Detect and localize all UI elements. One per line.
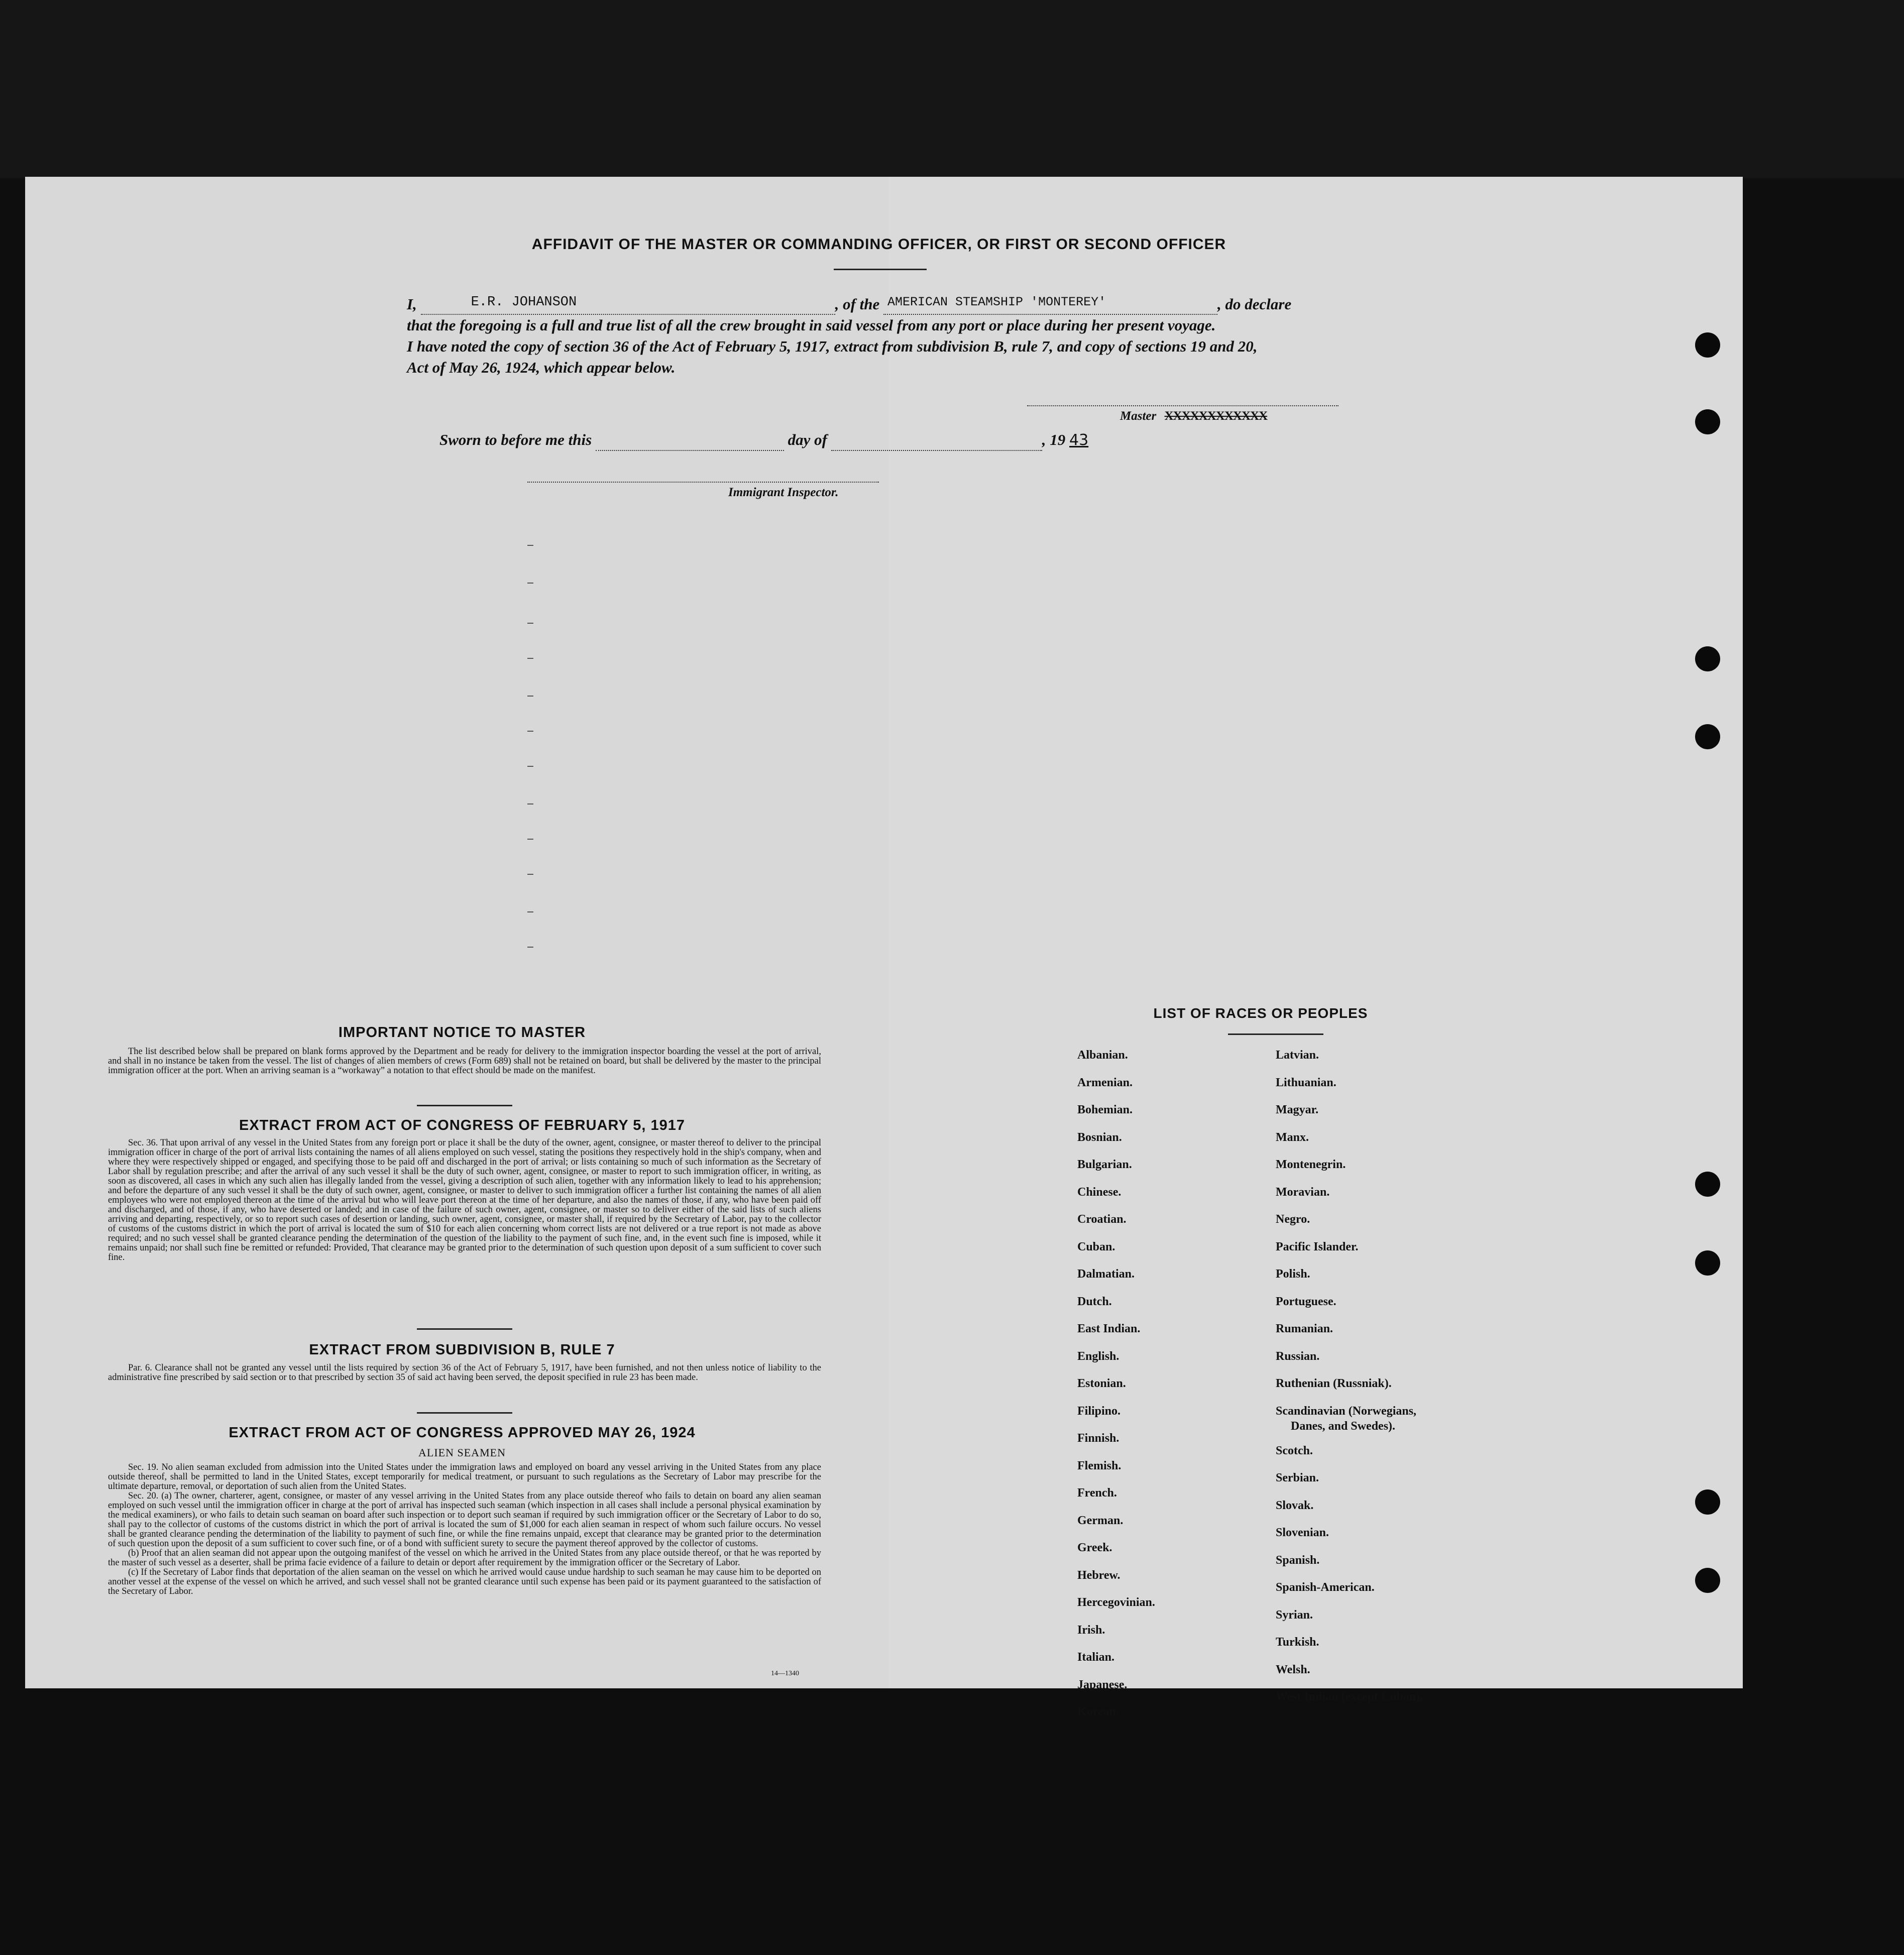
- margin-tick: [527, 947, 533, 948]
- race-item: Danes, and Swedes).: [1291, 1419, 1396, 1433]
- extract-1917-heading: EXTRACT FROM ACT OF CONGRESS OF FEBRUARY 5, 1917: [239, 1117, 686, 1133]
- races-heading-underline: [1228, 1033, 1323, 1035]
- race-item: Greek.: [1077, 1541, 1112, 1554]
- race-item: Chinese.: [1077, 1185, 1122, 1199]
- margin-tick: [527, 583, 533, 584]
- race-item: Syrian.: [1276, 1608, 1313, 1622]
- sec-20a-text: Sec. 20. (a) The owner, charterer, agent, consignee, or master of any vessel arriving in the United States from any place outside thereof who fails to detain on board any alien seaman employed on such vessel until the immigration officer in charge at the port of arrival has inspected such seaman (which inspection in all cases shall include a personal physical examination by the medical examiners), or who fails to detain such seaman on board after such inspection or to deport such seaman if required by such immigration officer or the Secretary of Labor to do so, shall pay to the collector of customs of the customs district in which the port of arrival is located the sum of $1,000 for each alien seaman in respect of whom such failure occurs. No vessel shall be granted clearance pending the determination of the liability to payment of such fine, or while the fine remains unpaid, except that clearance may be granted prior to the determination of such question upon the deposit of a sum sufficient to cover such fine, or of a bond with sufficient surety to secure the payment thereof approved by the collector of customs.: [108, 1491, 821, 1549]
- extract-1924-heading: EXTRACT FROM ACT OF CONGRESS APPROVED MAY 26, 1924: [229, 1425, 696, 1441]
- race-item: Magyar.: [1276, 1103, 1319, 1116]
- race-item: Latvian.: [1276, 1049, 1319, 1062]
- rule7-text: Par. 6. Clearance shall not be granted any vessel until the lists required by section 36 of the Act of February 5, 1917, have been furnished, and not then unless notice of liability to the administrative fine prescribed by said section or to that prescribed by section 35 of said act having been served, the deposit specified in rule 23 has been made.: [108, 1363, 821, 1383]
- race-item: Dalmatian.: [1077, 1268, 1135, 1281]
- race-item: Bulgarian.: [1077, 1158, 1132, 1171]
- master-signature-block: [1120, 406, 1267, 427]
- title-underline: [834, 269, 927, 270]
- document-sheet: [25, 177, 1743, 1688]
- race-item: Negro.: [1276, 1213, 1310, 1226]
- section-divider: [417, 1412, 512, 1414]
- race-item: Hebrew.: [1077, 1568, 1121, 1582]
- master-struck-text: XXXXXXXXXXXX: [1164, 409, 1268, 423]
- margin-tick: [527, 839, 533, 840]
- master-signature-line[interactable]: [1027, 399, 1338, 406]
- binder-hole: [1695, 1172, 1720, 1197]
- binder-hole: [1695, 1568, 1720, 1593]
- binder-hole: [1695, 409, 1720, 434]
- vessel-name-value: AMERICAN STEAMSHIP 'MONTEREY': [887, 295, 1106, 309]
- binder-hole: [1695, 1489, 1720, 1515]
- affidavit-title: AFFIDAVIT OF THE MASTER OR COMMANDING OFFICER, OR FIRST OR SECOND OFFICER: [531, 236, 1226, 253]
- race-item: Polish.: [1276, 1268, 1310, 1281]
- binder-hole: [1695, 1250, 1720, 1276]
- year-handwritten: 43: [1069, 431, 1089, 449]
- race-item: Bosnian.: [1077, 1130, 1122, 1144]
- form-number: 14—1340: [771, 1670, 799, 1677]
- race-item: Cuban.: [1077, 1240, 1115, 1253]
- margin-tick: [527, 696, 533, 697]
- race-item: Flemish.: [1077, 1459, 1122, 1472]
- inspector-signature-line[interactable]: [527, 475, 879, 483]
- binder-hole: [1695, 646, 1720, 671]
- race-item: English.: [1077, 1349, 1119, 1363]
- race-item: Russian.: [1276, 1349, 1320, 1363]
- section-divider: [417, 1105, 512, 1106]
- race-item: Filipino.: [1077, 1404, 1121, 1418]
- race-item: Korean.: [1077, 1705, 1119, 1718]
- rule7-heading: EXTRACT FROM SUBDIVISION B, RULE 7: [309, 1342, 615, 1358]
- margin-tick: [527, 731, 533, 732]
- race-item: Slovenian.: [1276, 1526, 1329, 1539]
- vessel-name-field[interactable]: [883, 297, 1217, 315]
- race-item: Spanish.: [1276, 1553, 1320, 1567]
- affidavit-line-1: [407, 294, 1361, 315]
- affidavit-line-2: that the foregoing is a full and true list of all the crew brought in said vessel from any port or place during her present voyage.: [407, 316, 1216, 334]
- race-item: Slovak.: [1276, 1499, 1314, 1512]
- affidavit-line-4: Act of May 26, 1924, which appear below.: [407, 359, 676, 376]
- master-name-value: E.R. JOHANSON: [471, 295, 577, 310]
- margin-tick: [527, 623, 533, 624]
- race-item: Montenegrin.: [1276, 1158, 1346, 1171]
- sworn-line: [439, 429, 1088, 451]
- race-item: Albanian.: [1077, 1049, 1128, 1062]
- race-item: Hercegovinian.: [1077, 1596, 1155, 1609]
- race-item: Scandinavian (Norwegians,: [1276, 1404, 1417, 1418]
- race-item: Lithuanian.: [1276, 1076, 1336, 1089]
- master-name-field[interactable]: [421, 297, 835, 315]
- race-item: Turkish.: [1276, 1636, 1319, 1649]
- race-item: Manx.: [1276, 1130, 1309, 1144]
- race-item: Italian.: [1077, 1651, 1115, 1664]
- race-item: West Indian (except Cuban).: [1276, 1690, 1423, 1703]
- race-item: German.: [1077, 1514, 1124, 1527]
- binder-hole: [1695, 332, 1720, 358]
- scanner-frame: [0, 0, 1904, 178]
- race-item: Moravian.: [1276, 1185, 1330, 1199]
- affidavit-line-3: I have noted the copy of section 36 of the Act of February 5, 1917, extract from subdivision B, rule 7, and copy of sections 19 and 20,: [407, 337, 1258, 355]
- margin-tick: [527, 874, 533, 875]
- race-item: Finnish.: [1077, 1432, 1119, 1445]
- of-the-label: , of the: [835, 295, 880, 313]
- race-item: Irish.: [1077, 1623, 1105, 1637]
- declare-label: , do declare: [1217, 295, 1292, 313]
- sworn-day-field[interactable]: [596, 435, 784, 451]
- day-of-label: day of: [788, 431, 827, 448]
- margin-tick: [527, 766, 533, 767]
- race-item: Portuguese.: [1276, 1295, 1336, 1308]
- alien-seamen-subheading: ALIEN SEAMEN: [418, 1446, 506, 1459]
- year-prefix: , 19: [1042, 431, 1066, 448]
- race-item: Croatian.: [1077, 1213, 1127, 1226]
- sworn-month-field[interactable]: [831, 435, 1042, 451]
- sworn-label: Sworn to before me this: [439, 431, 592, 448]
- margin-tick: [527, 658, 533, 659]
- race-item: East Indian.: [1077, 1322, 1141, 1335]
- race-item: Welsh.: [1276, 1663, 1310, 1676]
- extract-1917-text: Sec. 36. That upon arrival of any vessel in the United States from any foreign port or place it shall be the duty of the owner, agent, consignee, or master thereof to deliver to the principal immigration officer in charge of the port of arrival lists containing the names of all aliens employed on such vessel, stating the positions they respectively hold in the ship's company, when and where they were respectively shipped or engaged, and specifying those to be paid off and discharged in the port of arrival; or lists containing so much of such information as the Secretary of Labor shall by regulation prescribe; and after the arrival of any such vessel it shall be the duty of such owner, agent, consignee, or master to report to such immigration officer, in writing, as soon as discovered, all cases in which any such alien has illegally landed from the vessel, giving a description of such alien, together with any information likely to lead to his apprehension; and before the departure of any such vessel it shall be the duty of such owner, agent, consignee, or master to deliver to such immigration officer a further list containing the names of all alien employees who were not employed thereon at the time of the arrival but who will leave port thereon at the time of her departure, and also the names of those, if any, who have been paid off and discharged, and of those, if any, who have deserted or landed; and in case of the failure of such owner, agent, consignee, or master so to deliver either of the said lists of such aliens arriving and departing, respectively, or so to report such cases of desertion or landing, such owner, agent, consignee, or master shall, if required by the Secretary of Labor, pay to the collector of customs of the customs district in which the port of arrival is located the sum of $10 for each alien concerning whom correct lists are not delivered or a true report is not made as above required; and no such vessel shall be granted clearance pending the determination of the question of the liability to the payment of such fine, and, in the event such fine is imposed, while it remains unpaid; nor shall such fine be remitted or refunded: Provided, That clearance may be granted prior to the determination of such question upon deposit of a sum sufficient to cover such fine.: [108, 1138, 821, 1262]
- notice-text: The list described below shall be prepared on blank forms approved by the Department and be ready for delivery to the immigration inspector boarding the vessel at the port of arrival, and shall in no instance be taken from the vessel. The list of changes of alien members of crews (Form 689) shall not be retained on board, but shall be delivered by the master to the principal immigration officer at the port. When an arriving seaman is a “workaway” a notation to that effect should be made on the manifest.: [108, 1047, 821, 1076]
- binder-hole: [1695, 724, 1720, 749]
- margin-tick: [527, 545, 533, 546]
- races-heading: LIST OF RACES OR PEOPLES: [1153, 1005, 1368, 1021]
- race-item: Ruthenian (Russniak).: [1276, 1377, 1392, 1390]
- sec-20b-text: (b) Proof that an alien seaman did not appear upon the outgoing manifest of the vessel on which he arrived in the United States from any place outside thereof, or that he was reported by the master of such vessel as a deserter, shall be prima facie evidence of a failure to detain or deport after requirement by the immigration officer or the Secretary of Labor.: [108, 1548, 821, 1568]
- race-item: Japanese.: [1077, 1678, 1128, 1691]
- inspector-label: Immigrant Inspector.: [728, 486, 839, 499]
- race-item: Bohemian.: [1077, 1103, 1133, 1116]
- race-item: Rumanian.: [1276, 1322, 1333, 1335]
- race-item: Dutch.: [1077, 1295, 1112, 1308]
- race-item: Armenian.: [1077, 1076, 1133, 1089]
- race-item: Pacific Islander.: [1276, 1240, 1359, 1253]
- sec-19-text: Sec. 19. No alien seaman excluded from admission into the United States under the immigration laws and employed on board any vessel arriving in the United States from any place outside thereof, shall be permitted to land in the United States, except temporarily for medical treatment, or pursuant to such regulations as the Secretary of Labor may prescribe for the ultimate departure, removal, or deportation of such alien from the United States.: [108, 1462, 821, 1491]
- race-item: Scotch.: [1276, 1444, 1313, 1457]
- extract-1924-body: [108, 1463, 821, 1596]
- master-label: Master: [1120, 409, 1157, 423]
- race-item: French.: [1077, 1486, 1117, 1500]
- race-item: Spanish-American.: [1276, 1581, 1375, 1594]
- sec-20c-text: (c) If the Secretary of Labor finds that deportation of the alien seaman on the vessel on which he arrived would cause undue hardship to such seaman he may cause him to be deported on another vessel at the expense of the vessel on which he arrived, and such vessel shall not be granted clearance until such expense has been paid or its payment guaranteed to the satisfaction of the Secretary of Labor.: [108, 1567, 821, 1596]
- margin-tick: [527, 911, 533, 912]
- section-divider: [417, 1328, 512, 1330]
- margin-tick: [527, 803, 533, 804]
- pronoun-label: I,: [407, 295, 417, 313]
- race-item: Estonian.: [1077, 1377, 1126, 1390]
- race-item: Serbian.: [1276, 1471, 1319, 1484]
- notice-heading: IMPORTANT NOTICE TO MASTER: [338, 1024, 586, 1041]
